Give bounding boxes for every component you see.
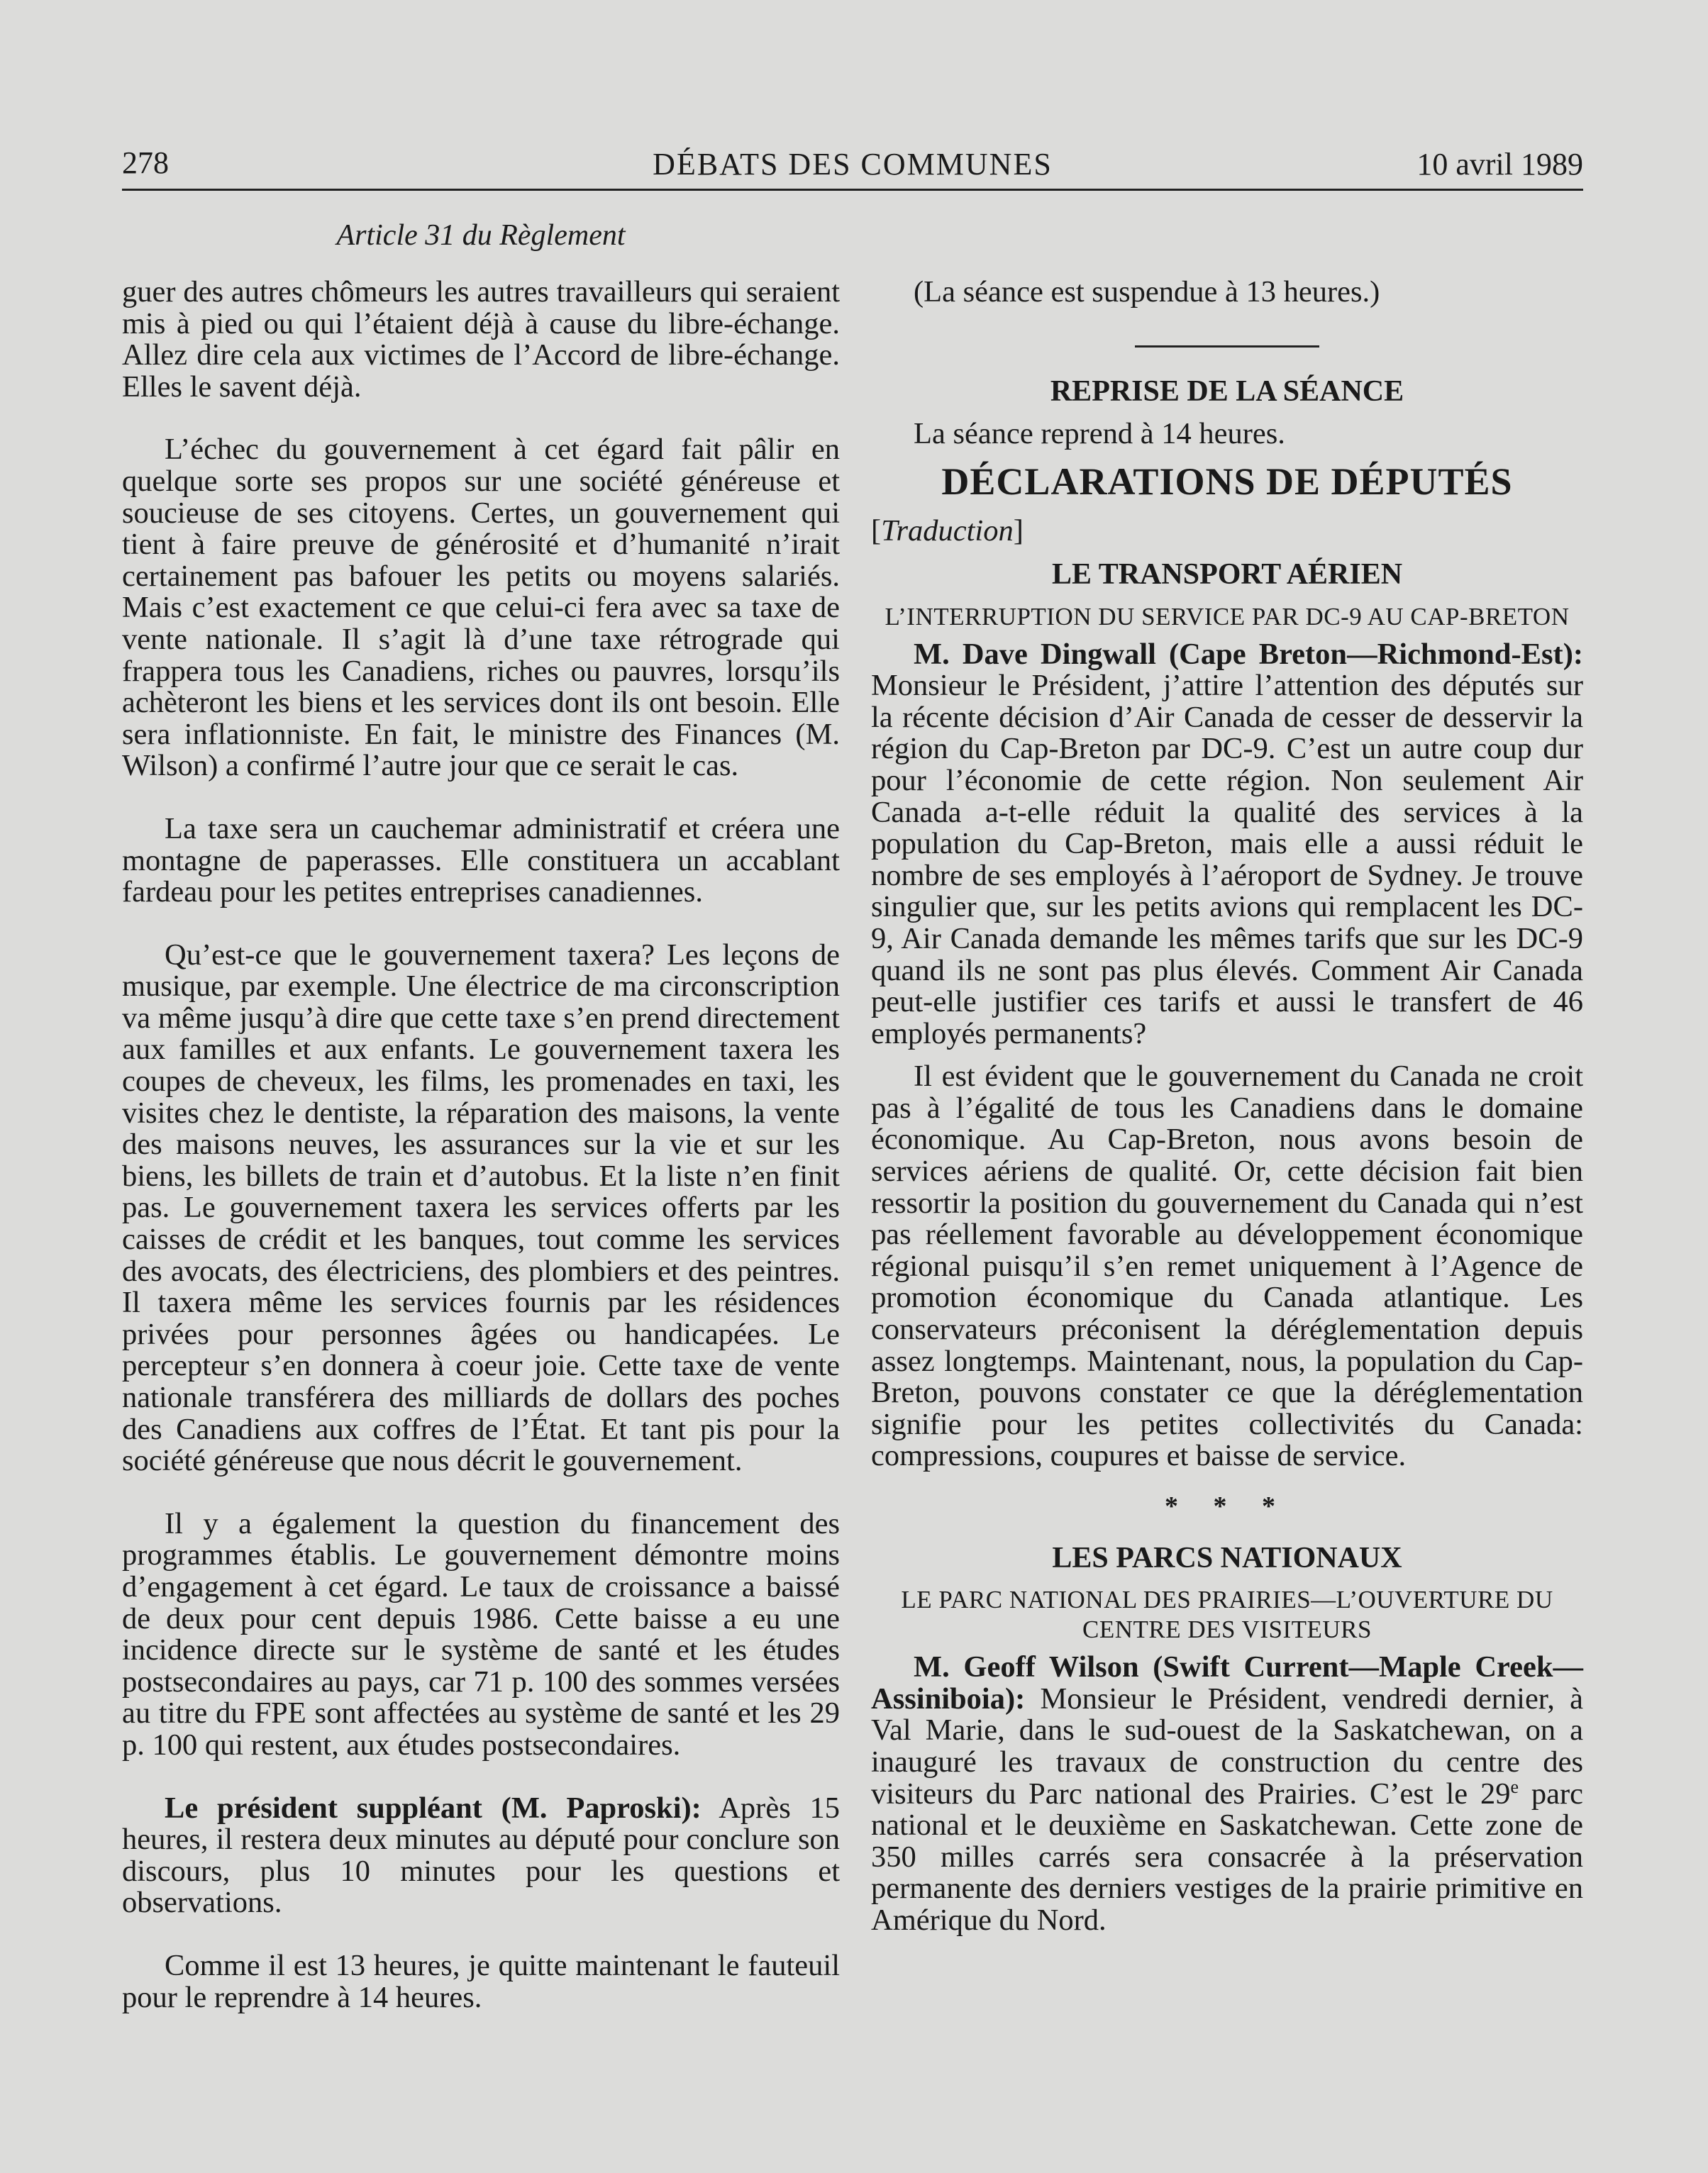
parcs-heading: LES PARCS NATIONAUX <box>1052 1541 1402 1574</box>
paragraph: guer des autres chômeurs les autres travailleurs qui seraient mis à pied ou qui l’étaient déjà à cause du libre-échange. Allez dire cela aux victimes de l’Accord de libre-échange. Elles le savent déjà. <box>122 275 840 404</box>
paragraph: Qu’est-ce que le gouvernement taxera? Les leçons de musique, par exemple. Une électrice de ma circonscription va même jusqu’à dire que cette taxe s’en prend directement aux familles et aux enfants. Le gouvernement taxera les coupes de cheveux, les films, les promenades en taxi, les visites chez le dentiste, la réparation des maisons, la vente des maisons neuves, les assurances sur la vie et sur les biens, les billets de train et d’autobus. Et la liste n’en finit pas. Le gouvernement taxera les services offerts par les caisses de crédit et les banques, tout comme les services des avocats, des électriciens, des plombiers et des peintres. Il taxera même les services fournis par les résidences privées pour personnes âgées ou handicapées. Le percepteur s’en donnera à coeur joie. Cette taxe de vente nationale transférera des milliards de dollars des poches des Canadiens aux coffres de l’État. Et tant pis pour la société généreuse que nous décrit le gouvernement. <box>122 938 840 1478</box>
publication-title: DÉBATS DES COMMUNES <box>653 147 1053 182</box>
paragraph: Il est évident que le gouvernement du Canada ne croit pas à l’égalité de tous les Canadiens dans le domaine économique. Au Cap-Breton, nous avons besoin de services aériens de qualité. Or, cette décision fait bien ressortir la position du gouvernement du Canada qui n’est pas réellement favorable au développement économique régional puisqu’il s’en remet uniquement à l’Agence de promotion économique du Canada atlantique. Les conservateurs préconisent la déréglementation depuis assez longtemps. Maintenant, nous, la population du Cap-Breton, pouvons constater ce que la déréglementation signifie pour les petites collectivités du Canada: compressions, coupures et baisse de service. <box>871 1060 1583 1473</box>
translation-label: Traduction <box>881 514 1014 548</box>
page-header <box>122 139 1583 191</box>
speech-text: parc national et le deuxième en Saskatchewan. Cette zone de 350 milles carrés sera consacrée à la préservation permanente des derniers vestiges de la prairie primitive en Amérique du Nord. <box>871 1777 1583 1937</box>
left-column <box>122 277 840 2013</box>
speaker-name: Le président suppléant (M. Paproski): <box>165 1791 702 1825</box>
section-divider <box>1135 345 1319 348</box>
speaker-name: M. Geoff Wilson (Swift Current—Maple Creek—Assiniboia): <box>871 1650 1583 1716</box>
translation-marker: [Traduction] <box>871 514 1024 548</box>
declarations-heading: DÉCLARATIONS DE DÉPUTÉS <box>941 460 1513 503</box>
paragraph: Il y a également la question du financement des programmes établis. Le gouvernement démontre moins d’engagement à cet égard. Le taux de croissance a baissé de deux pour cent depuis 1986. Cette baisse a eu une incidence directe sur le système de santé et les études postsecondaires au pays, car 71 p. 100 des sommes versées au titre du FPE sont affectées au système de santé et les 29 p. 100 qui restent, aux études postsecondaires. <box>122 1506 840 1762</box>
paragraph: L’échec du gouvernement à cet égard fait pâlir en quelque sorte ses propos sur une société généreuse et soucieuse de ses citoyens. Certes, un gouvernement qui tient à faire preuve de générosité et d’humanité n’irait certainement pas bafouer les petits ou moyens salariés. Mais c’est exactement ce que celui-ci fera avec sa taxe de vente nationale. Il s’agit là d’une taxe rétrograde qui frappera tous les Canadiens, riches ou pauvres, lorsqu’ils achèteront les biens et les services dont ils ont besoin. Elle sera inflationniste. En fait, le ministre des Finances (M. Wilson) a confirmé l’autre jour que ce serait le cas. <box>122 433 840 783</box>
paragraph: La taxe sera un cauchemar administratif et créera une montagne de paperasses. Elle constituera un accablant fardeau pour les petites entreprises canadiennes. <box>122 811 840 909</box>
parcs-subheading: LE PARC NATIONAL DES PRAIRIES—L’OUVERTURE DU CENTRE DES VISITEURS <box>901 1586 1553 1644</box>
right-column <box>871 277 1583 1937</box>
speech-text: Après 15 heures, il restera deux minutes au député pour conclure son discours, plus 10 minutes pour les questions et observations. <box>122 1791 840 1920</box>
transport-heading: LE TRANSPORT AÉRIEN <box>1051 557 1403 591</box>
paragraph: Comme il est 13 heures, je quitte maintenant le fauteuil pour le reprendre à 14 heures. <box>122 1948 840 2014</box>
section-rubric: Article 31 du Règlement <box>336 219 626 252</box>
speaker-paragraph <box>871 1652 1583 1936</box>
section-separator-stars: * * * <box>1165 1491 1290 1521</box>
speaker-paragraph <box>871 639 1583 1050</box>
speech-text: Monsieur le Président, j’attire l’attention des députés sur la récente décision d’Air Canada de cesser de desservir la région du Cap-Breton par DC-9. C’est un autre coup dur pour l’économie de cette région. Non seulement Air Canada a-t-elle réduit la qualité des services à la population du Cap-Breton, mais elle a aussi réduit le nombre de ses employés à l’aéroport de Sydney. Je trouve singulier que, sur les petits avions qui remplacent les DC-9, Air Canada demande les mêmes tarifs que sur les DC-9 quand ils ne sont pas plus élevés. Comment Air Canada peut-elle justifier ces tarifs et aussi le transfert de 46 employés permanents? <box>871 669 1583 1050</box>
reprise-heading: REPRISE DE LA SÉANCE <box>1050 374 1404 408</box>
transport-subheading: L’INTERRUPTION DU SERVICE PAR DC-9 AU CAP-BRETON <box>884 602 1570 630</box>
page-number: 278 <box>122 145 169 180</box>
speaker-paragraph <box>122 1793 840 1919</box>
superscript: e <box>1510 1776 1519 1797</box>
suspension-note: (La séance est suspendue à 13 heures.) <box>914 275 1380 309</box>
issue-date: 10 avril 1989 <box>1416 147 1583 182</box>
speaker-name: M. Dave Dingwall (Cape Breton—Richmond-Est): <box>914 637 1583 671</box>
reprise-text: La séance reprend à 14 heures. <box>914 417 1285 451</box>
speech-text: Monsieur le Président, vendredi dernier, à Val Marie, dans le sud-ouest de la Saskatchewan, on a inauguré les travaux de construction du centre des visiteurs du Parc national des Prairies. C’est le 29 <box>871 1682 1583 1811</box>
